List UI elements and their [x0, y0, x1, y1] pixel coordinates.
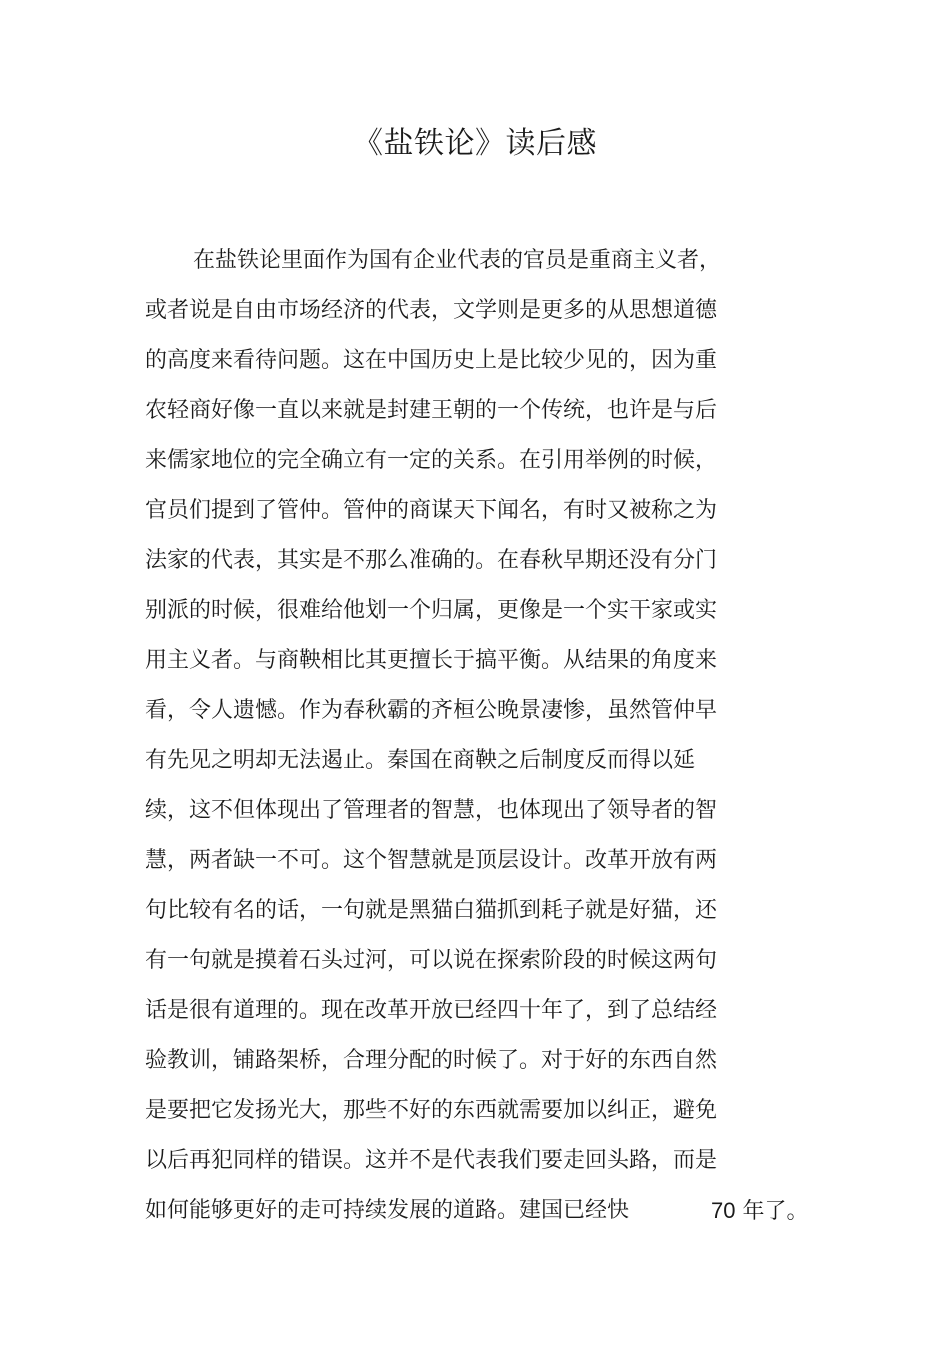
last-line-tail	[711, 1186, 808, 1237]
essay-body	[145, 236, 809, 1236]
last-line-ending: 年了。	[735, 1199, 809, 1224]
paragraph-line: 看，令人遗憾。作为春秋霸的齐桓公晚景凄惨，虽然管仲早	[145, 698, 718, 723]
last-line-lead: 如何能够更好的走可持续发展的道路。建国已经快	[145, 1198, 630, 1223]
paragraph-line: 以后再犯同样的错误。这并不是代表我们要走回头路，而是	[145, 1148, 718, 1173]
paragraph-line: 农轻商好像一直以来就是封建王朝的一个传统，也许是与后	[145, 398, 718, 423]
paragraph-line: 是要把它发扬光大，那些不好的东西就需要加以纠正，避免	[145, 1098, 718, 1123]
year-number: 70	[711, 1198, 736, 1223]
paragraph-line: 在盐铁论里面作为国有企业代表的官员是重商主义者，	[193, 248, 722, 273]
paragraph-line: 用主义者。与商鞅相比其更擅长于搞平衡。从结果的角度来	[145, 648, 718, 673]
paragraph-line: 慧，两者缺一不可。这个智慧就是顶层设计。改革开放有两	[145, 848, 718, 873]
paragraph-line: 来儒家地位的完全确立有一定的关系。在引用举例的时候，	[145, 448, 718, 473]
paragraph-line: 的高度来看待问题。这在中国历史上是比较少见的，因为重	[145, 348, 718, 373]
paragraph-line: 续，这不但体现出了管理者的智慧，也体现出了领导者的智	[145, 798, 718, 823]
paragraph-last-line	[145, 1186, 809, 1236]
paragraph-line: 有一句就是摸着石头过河，可以说在探索阶段的时候这两句	[145, 948, 718, 973]
page-title: 《盐铁论》读后感	[353, 126, 597, 161]
paragraph-line: 有先见之明却无法遏止。秦国在商鞅之后制度反而得以延	[145, 748, 696, 773]
paragraph-line: 官员们提到了管仲。管仲的商谋天下闻名，有时又被称之为	[145, 498, 718, 523]
paragraph-line: 话是很有道理的。现在改革开放已经四十年了，到了总结经	[145, 998, 718, 1023]
paragraph-line: 句比较有名的话，一句就是黑猫白猫抓到耗子就是好猫，还	[145, 898, 718, 923]
paragraph-line: 别派的时候，很难给他划一个归属，更像是一个实干家或实	[145, 598, 718, 623]
paragraph-line: 验教训，铺路架桥，合理分配的时候了。对于好的东西自然	[145, 1048, 718, 1073]
paragraph-line: 法家的代表，其实是不那么准确的。在春秋早期还没有分门	[145, 548, 718, 573]
paragraph-line: 或者说是自由市场经济的代表，文学则是更多的从思想道德	[145, 298, 718, 323]
